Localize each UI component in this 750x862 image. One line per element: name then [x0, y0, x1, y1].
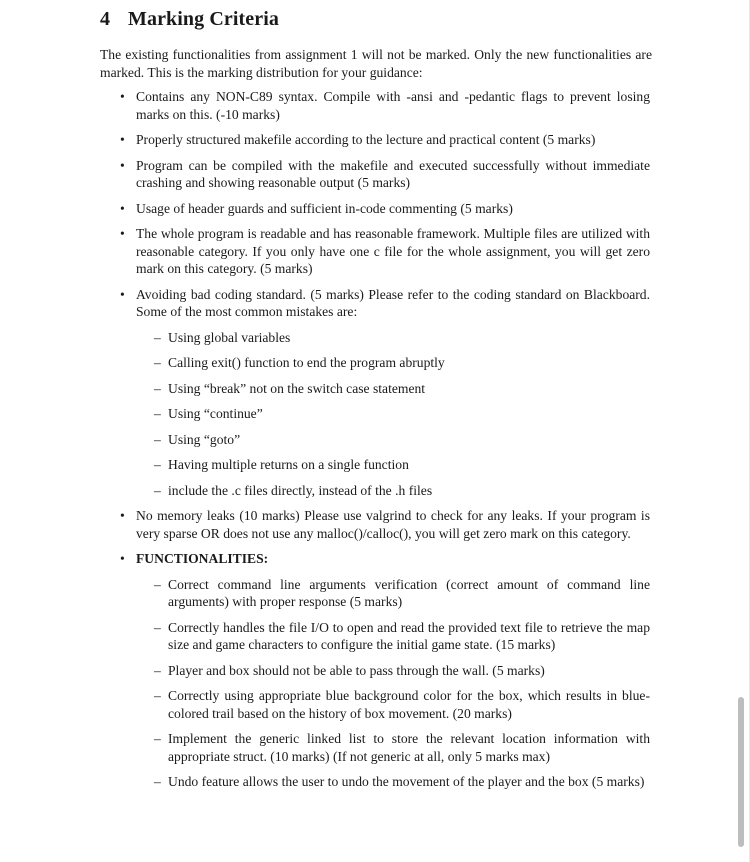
list-item	[0, 88, 650, 123]
sub-list-item	[136, 405, 650, 423]
dash-icon: –	[154, 619, 161, 635]
sub-list-item	[136, 482, 650, 500]
sub-item-text: Undo feature allows the user to undo the movement of the player and the box (5 marks)	[168, 774, 645, 789]
bullet-icon: •	[120, 89, 125, 104]
item-text: Program can be compiled with the makefile and executed successfully without immediate crashing and showing reasonable output (5 marks)	[136, 157, 650, 190]
coding-mistakes-list	[136, 329, 650, 500]
list-item	[0, 286, 650, 500]
sub-item-text: Using “break” not on the switch case statement	[168, 380, 426, 396]
item-text: Contains any NON-C89 syntax. Compile with -ansi and -pedantic flags to prevent losing marks on this. (-10 marks)	[136, 89, 650, 122]
section-number: 4	[100, 8, 111, 30]
criteria-list	[0, 88, 750, 799]
list-item	[0, 507, 650, 542]
bullet-icon: •	[120, 551, 125, 566]
dash-icon: –	[154, 457, 161, 472]
dash-icon: –	[154, 329, 161, 345]
item-text: The whole program is readable and has reasonable framework. Multiple files are utilized with reasonable category. If you only have one c file for the whole assignment, you will get zero mark on this category. (5 marks)	[136, 226, 650, 276]
sub-item-text: include the .c files directly, instead of the .h files	[168, 482, 433, 498]
sub-item-text: Implement the generic linked list to store the relevant location information with appropriate struct. (10 marks) (If not generic at all, only 5 marks max)	[168, 731, 650, 764]
sub-list-item	[136, 687, 650, 722]
dash-icon: –	[154, 355, 161, 370]
sub-list-item	[136, 329, 650, 347]
dash-icon: –	[154, 431, 161, 447]
sub-list-item	[136, 576, 650, 611]
list-item	[0, 131, 650, 149]
bullet-icon: •	[120, 157, 125, 173]
sub-list-item	[136, 354, 650, 372]
list-item	[0, 225, 650, 278]
sub-list-item	[136, 730, 650, 765]
dash-icon: –	[154, 688, 161, 703]
sub-list-item	[136, 431, 650, 449]
item-text: No memory leaks (10 marks) Please use valgrind to check for any leaks. If your program is very sparse OR does not use any malloc()/calloc(), you will get zero mark on this category.	[136, 508, 650, 541]
sub-item-text: Correctly using appropriate blue background color for the box, which results in blue-colored trail based on the history of box movement. (20 marks)	[168, 688, 650, 721]
bullet-icon: •	[120, 200, 125, 216]
intro-paragraph: The existing functionalities from assignment 1 will not be marked. Only the new functionalities are marked. This is the marking distribution for your guidance:	[100, 47, 652, 80]
list-item	[0, 157, 650, 192]
sub-item-text: Correct command line arguments verification (correct amount of command line arguments) with proper response (5 marks)	[168, 576, 650, 609]
item-text: Avoiding bad coding standard. (5 marks) Please refer to the coding standard on Blackboard. Some of the most common mistakes are:	[136, 286, 650, 319]
sub-item-text: Calling exit() function to end the program abruptly	[168, 355, 445, 370]
dash-icon: –	[154, 482, 161, 498]
dash-icon: –	[154, 406, 161, 421]
sub-list-item	[136, 662, 650, 680]
dash-icon: –	[154, 380, 161, 396]
dash-icon: –	[154, 576, 161, 592]
sub-item-text: Using “goto”	[168, 431, 241, 447]
bullet-icon: •	[120, 508, 125, 523]
sub-list-item	[136, 456, 650, 474]
sub-item-text: Correctly handles the file I/O to open and read the provided text file to retrieve the map size and game characters to configure the initial game state. (15 marks)	[168, 619, 650, 652]
bullet-icon: •	[120, 286, 125, 302]
functionalities-heading: FUNCTIONALITIES:	[136, 551, 269, 566]
section-heading	[100, 8, 279, 31]
list-item	[0, 200, 650, 218]
scrollbar-thumb[interactable]	[738, 697, 744, 847]
bullet-icon: •	[120, 132, 125, 147]
functionalities-list	[136, 576, 650, 791]
item-text: Usage of header guards and sufficient in-code commenting (5 marks)	[136, 200, 513, 216]
dash-icon: –	[154, 731, 161, 746]
sub-item-text: Player and box should not be able to pass through the wall. (5 marks)	[168, 662, 545, 678]
sub-item-text: Using global variables	[168, 329, 291, 345]
list-item	[0, 550, 650, 791]
dash-icon: –	[154, 662, 161, 678]
sub-item-text: Using “continue”	[168, 406, 263, 421]
section-title: Marking Criteria	[128, 8, 280, 30]
sub-list-item	[136, 380, 650, 398]
sub-list-item	[136, 773, 650, 791]
bullet-icon: •	[120, 226, 125, 241]
sub-item-text: Having multiple returns on a single function	[168, 457, 409, 472]
sub-list-item	[136, 619, 650, 654]
item-text: Properly structured makefile according to the lecture and practical content (5 marks)	[136, 132, 596, 147]
dash-icon: –	[154, 774, 161, 789]
